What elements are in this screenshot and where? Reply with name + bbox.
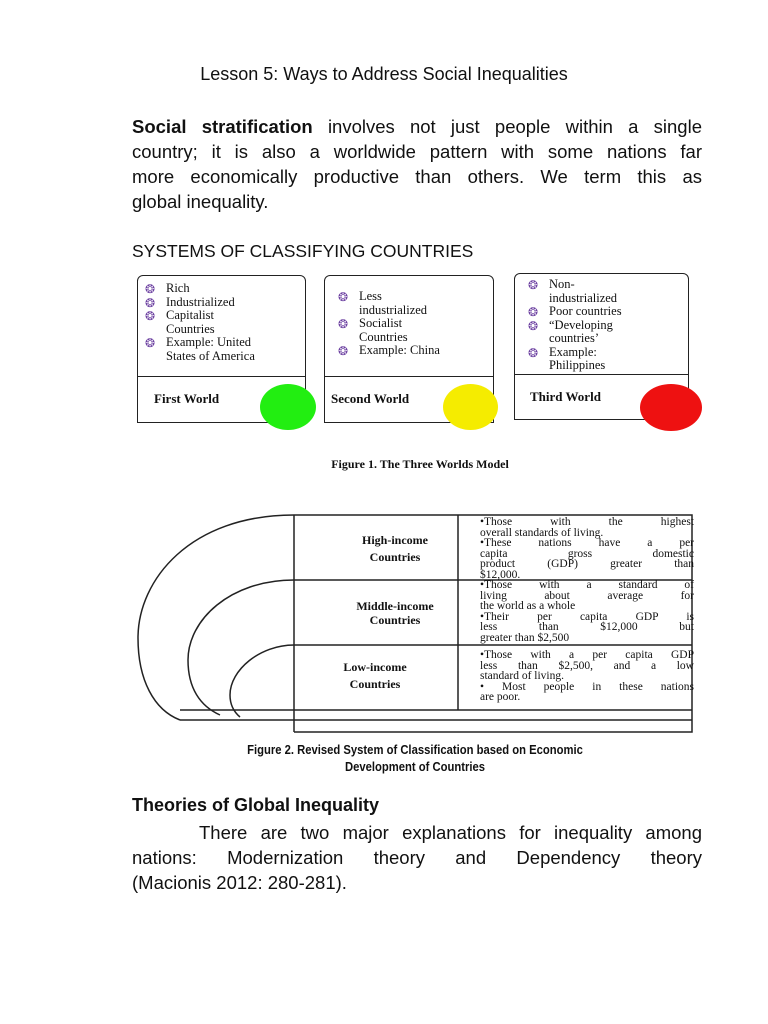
- low-income-label: Low-income Countries: [343, 660, 407, 691]
- theories-line: nations: Modernization theory and Dependency theory: [132, 847, 702, 868]
- arrow-bullet-icon: ❂: [528, 318, 539, 333]
- green-circle: [260, 384, 316, 430]
- high-income-description: •Those with the highest overall standards of living. •These nations have a per capita gross domestic product (GDP) greater than $12,000.: [480, 516, 694, 581]
- third-world-label: Third World: [530, 389, 601, 404]
- second-world-list: [335, 290, 490, 358]
- intro-line: global inequality.: [132, 191, 269, 212]
- list-item: ❂ Example: China: [338, 343, 440, 358]
- arrow-bullet-icon: ❂: [145, 309, 156, 323]
- lesson-title: Lesson 5: Ways to Address Social Inequalities: [200, 64, 568, 84]
- list-item: ❂ Rich: [145, 281, 190, 296]
- theories-line: There are two major explanations for inequality among: [199, 822, 702, 843]
- red-circle: [640, 384, 702, 431]
- middle-income-label: Middle-income Countries: [356, 599, 434, 627]
- arrow-bullet-icon: ❂: [528, 345, 539, 360]
- arrow-bullet-icon: ❂: [145, 295, 156, 310]
- arrow-bullet-icon: ❂: [145, 336, 156, 350]
- theories-heading: Theories of Global Inequality: [132, 795, 380, 815]
- list-item: ❂ “Developing countries’: [528, 317, 613, 345]
- high-income-label: High-income Countries: [362, 533, 428, 564]
- low-income-description: •Those with a per capita GDP less than $2,500, and a low standard of living. • Most people in these nations are poor.: [480, 649, 694, 704]
- list-item: ❂ Socialist Countries: [338, 316, 408, 344]
- list-item: ❂ Industrialized: [145, 294, 235, 310]
- yellow-circle: [443, 384, 498, 430]
- list-item: ❂ Non- industrialized: [528, 277, 618, 305]
- arrow-bullet-icon: ❂: [338, 317, 349, 331]
- list-item: ❂ Poor countries: [528, 304, 622, 319]
- first-world-list: [142, 282, 302, 363]
- theories-paragraph: [132, 820, 702, 895]
- figure1-caption: Figure 1. The Three Worlds Model: [331, 457, 509, 471]
- first-world-label: First World: [154, 391, 220, 406]
- arrow-bullet-icon: ❂: [145, 282, 156, 296]
- intro-line: Social stratification involves not just people within a single: [132, 116, 702, 137]
- arrow-bullet-icon: ❂: [338, 290, 349, 304]
- arrow-bullet-icon: ❂: [338, 344, 349, 358]
- intro-line: more economically productive than others. We term this as: [132, 166, 702, 187]
- list-item: ❂ Example: Philippines: [528, 344, 606, 372]
- theories-line: (Macionis 2012: 280-281).: [132, 872, 347, 893]
- middle-income-description: •Those with a standard of living about average for the world as a whole •Their per capita GDP is less than $12,000 but greater than $2,500: [480, 579, 694, 644]
- list-item: ❂ Example: United States of America: [145, 335, 255, 363]
- second-world-label: Second World: [331, 391, 410, 406]
- section-heading: SYSTEMS OF CLASSIFYING COUNTRIES: [132, 241, 474, 261]
- third-world-list: [525, 278, 685, 373]
- intro-paragraph: [132, 114, 702, 214]
- arrow-bullet-icon: ❂: [528, 278, 539, 292]
- arrow-bullet-icon: ❂: [528, 305, 539, 319]
- figure2-caption: Figure 2. Revised System of Classification based on Economic Development of Countries: [247, 743, 583, 774]
- list-item: ❂ Capitalist Countries: [145, 308, 215, 336]
- intro-line: country; it is also a worldwide pattern with some nations far: [132, 141, 702, 162]
- list-item: ❂ Less industrialized: [338, 289, 428, 317]
